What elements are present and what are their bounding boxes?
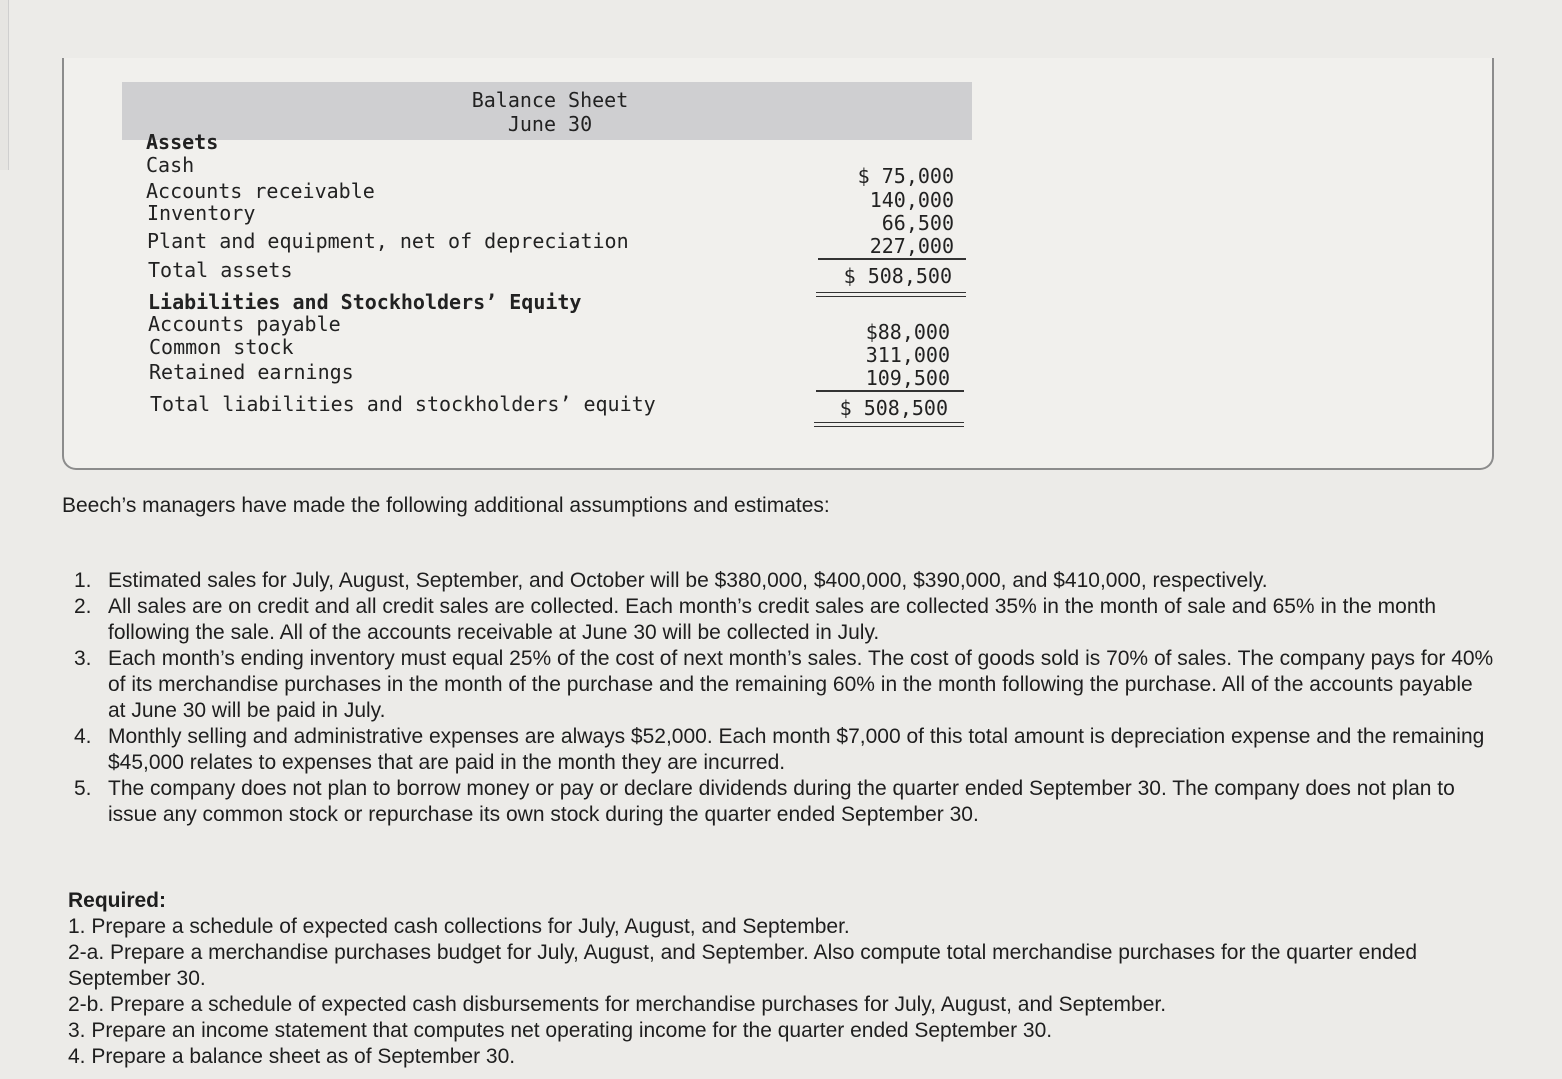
liabilities-heading: Liabilities and Stockholders’ Equity [148,290,582,314]
assumption-item [74,776,1494,828]
assets-subtotal-rule [818,258,966,260]
total-assets-double-rule [816,292,966,297]
required-item: 4. Prepare a balance sheet as of September 30. [68,1045,516,1068]
assumptions-list [74,568,1494,828]
asset-value-cash: $ 75,000 [857,164,954,188]
liability-value-retained-earnings: 109,500 [865,366,950,390]
total-liabilities-value: $ 508,500 [839,396,948,420]
assumption-number: 4. [74,725,92,748]
required-section [68,888,1488,1070]
asset-label-accounts-receivable: Accounts receivable [146,179,375,203]
liability-value-accounts-payable: $88,000 [865,320,950,344]
assumption-number: 5. [74,777,92,800]
liability-label-retained-earnings: Retained earnings [149,360,354,384]
total-assets-label: Total assets [148,258,293,282]
balance-sheet-heading [470,88,630,136]
required-title: Required: [68,889,167,912]
assumption-text: Monthly selling and administrative expenses are always $52,000. Each month $7,000 of this total amount is depreciation expense and the remaining $45,000 relates to expenses that are paid in the month they are incurred. [108,725,1485,774]
required-item: 2-a. Prepare a merchandise purchases budget for July, August, and September. Also compute total merchandise purchases for the quarter ended September 30. [68,941,1418,990]
balance-sheet-date: June 30 [507,112,593,136]
assumption-number: 3. [74,647,92,670]
total-liabilities-label: Total liabilities and stockholders’ equity [150,392,656,416]
assumption-text: The company does not plan to borrow money or pay or declare dividends during the quarter ended September 30. The company does not plan to issue any common stock or repurchase its own stock during the quarter ended September 30. [108,777,1455,826]
asset-value-inventory: 66,500 [881,211,954,235]
assumption-item [74,724,1494,776]
total-liabilities-double-rule [814,422,964,427]
assumption-item [74,594,1494,646]
liability-value-common-stock: 311,000 [865,343,950,367]
assets-heading: Assets [146,130,219,154]
assumption-number: 2. [74,595,92,618]
assumption-text: All sales are on credit and all credit sales are collected. Each month’s credit sales are collected 35% in the month of sale and 65% in the month following the sale. All of the accounts receivable at June 30 will be collected in July. [108,595,1437,644]
asset-label-cash: Cash [146,153,195,177]
assumption-item [74,568,1494,594]
required-item: 1. Prepare a schedule of expected cash collections for July, August, and September. [68,915,850,938]
asset-value-accounts-receivable: 140,000 [869,188,954,212]
assumption-text: Estimated sales for July, August, September, and October will be $380,000, $400,000, $390,000, and $410,000, respectively. [108,569,1268,592]
assumption-text: Each month’s ending inventory must equal 25% of the cost of next month’s sales. The cost of goods sold is 70% of sales. The company pays for 40% of its merchandise purchases in the month of the purchase and the remaining 60% in the month following the purchase. All of the accounts payable at June 30 will be paid in July. [108,647,1494,722]
assumption-number: 1. [74,569,92,592]
total-assets-value: $ 508,500 [843,264,952,288]
liabilities-subtotal-rule [816,390,964,392]
asset-label-inventory: Inventory [147,201,256,225]
liability-label-common-stock: Common stock [149,335,294,359]
asset-label-plant-equipment: Plant and equipment, net of depreciation [147,229,629,253]
left-edge-strip [0,0,9,170]
required-item: 3. Prepare an income statement that computes net operating income for the quarter ended September 30. [68,1019,1053,1042]
asset-value-plant-equipment: 227,000 [869,234,954,258]
assumptions-intro: Beech’s managers have made the following additional assumptions and estimates: [62,494,830,517]
balance-sheet-title: Balance Sheet [471,88,629,112]
required-item: 2-b. Prepare a schedule of expected cash disbursements for merchandise purchases for July, August, and September. [68,993,1167,1016]
liability-label-accounts-payable: Accounts payable [148,312,341,336]
assumption-item [74,646,1494,724]
